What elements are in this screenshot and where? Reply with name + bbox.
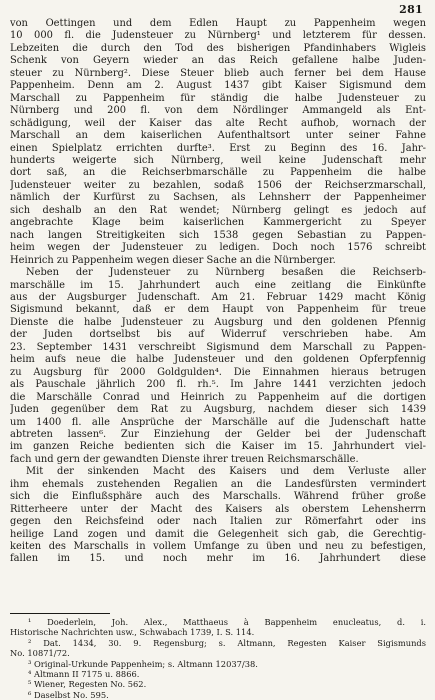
footnote-line: Historische Nachrichten usw., Schwabach 1739, I. S. 114. xyxy=(10,627,255,638)
footnote-line: ¹ Doederlein, Joh. Alex., Matthaeus à Bappenheim enucleatus, d. i. xyxy=(28,617,426,627)
body-line: dort saß, an die Reichserbmarschälle zu Pappenheim die halbe xyxy=(10,167,426,179)
body-line: als Pauschale jährlich 200 fl. rh.⁵. Im Jahre 1441 verzichten jedoch xyxy=(10,379,426,391)
footnote-5 xyxy=(10,679,426,689)
body-line: Sigismund bekannt, daß er dem Haupt von Pappenheim für treue xyxy=(10,304,426,316)
footnote-divider xyxy=(10,613,110,614)
footnote-4 xyxy=(10,669,426,679)
body-line: von Oettingen und dem Edlen Haupt zu Pappenheim wegen xyxy=(10,18,426,29)
body-line: heilige Land zogen und damit die Gelegenheit sich gab, die Gerechtig- xyxy=(10,528,426,540)
body-line: Ritterheere unter der Macht des Kaisers als oberstem Lehensherrn xyxy=(10,503,426,515)
body-line: fallen im 15. und noch mehr im 16. Jahrhundert diese xyxy=(10,553,426,565)
body-line: gegen den Reichsfeind oder nach Italien zur Römerfahrt oder ins xyxy=(10,516,426,528)
body-line: hunderts weigerte sich Nürnberg, weil keine Judenschaft mehr xyxy=(10,154,426,166)
body-line: Marschall an dem kaiserlichen Aufenthaltsort unter seiner Fahne xyxy=(10,130,426,142)
body-line: sich deshalb an den Rat wendet; Nürnberg gelingt es jedoch auf xyxy=(10,204,426,216)
body-line: schädigung, weil der Kaiser das alte Recht aufhob, wornach der xyxy=(10,117,426,129)
body-line: nach langen Streitigkeiten sich 1538 gegen Sebastian zu Pappen- xyxy=(10,229,426,241)
body-line: nämlich der Kurfürst zu Sachsen, als Lehnsherr der Pappenheimer xyxy=(10,192,426,204)
footnote-6 xyxy=(10,690,426,700)
body-line: 10 000 fl. die Judensteuer zu Nürnberg¹ und letzterem für dessen. xyxy=(10,30,426,42)
body-line: Heinrich zu Pappenheim wegen dieser Sache an die Nürnberger. xyxy=(10,254,336,266)
footnote-line: No. 10871/72. xyxy=(10,648,70,659)
body-line: Nürnberg und 200 fl. von dem Nördlinger Ammangeld als Ent- xyxy=(10,105,426,117)
body-line: Juden gegenüber dem Rat zu Augsburg, nachdem dieser sich 1439 xyxy=(10,404,426,416)
body-line: aus der Augsburger Judenschaft. Am 21. Februar 1429 macht König xyxy=(10,291,426,303)
body-line: ihm ehemals zustehenden Regalien an die Landesfürsten vermindert xyxy=(10,478,426,490)
footnote-1 xyxy=(10,617,426,638)
body-line: Dienste die halbe Judensteuer zu Augsburg und den goldenen Pfennig xyxy=(10,316,426,328)
body-line: Neben der Judensteuer zu Nürnberg besaßen die Reichserb- xyxy=(26,267,426,279)
body-line: Marschall zu Pappenheim für ständig die halbe Judensteuer zu xyxy=(10,92,426,104)
body-line: Schenk von Geyern wieder an das Reich gefallene halbe Juden- xyxy=(10,55,426,67)
footnote-3 xyxy=(10,659,426,669)
footnote-line: ⁴ Altmann II 7175 u. 8866. xyxy=(28,669,140,680)
body-line: heim wegen der Judensteuer zu ledigen. Doch noch 1576 schreibt xyxy=(10,242,426,254)
footnote-2 xyxy=(10,638,426,659)
body-line: 23. September 1431 verschreibt Sigismund dem Marschall zu Pappen- xyxy=(10,341,426,353)
body-line: um 1400 fl. alle Ansprüche der Marschälle auf die Judenschaft hatte xyxy=(10,416,426,428)
body-line: fach und gern der gewandten Dienste ihrer treuen Reichsmarschälle. xyxy=(10,453,359,465)
body-line: einen Spielplatz errichten durfte³. Erst zu Beginn des 16. Jahr- xyxy=(10,142,426,154)
footnote-line: ³ Original-Urkunde Pappenheim; s. Altmann 12037/38. xyxy=(28,658,258,669)
body-line: marschälle im 15. Jahrhundert auch eine zeitlang die Einkünfte xyxy=(10,279,426,291)
body-line: heim aufs neue die halbe Judensteuer und den goldenen Opferpfennig xyxy=(10,354,426,366)
body-line: Judensteuer weiter zu bezahlen, sodaß 1506 der Reichserzmarschall, xyxy=(10,179,426,191)
body-line: Lebzeiten die durch den Tod des bisherigen Pfandinhabers Wigleis xyxy=(10,42,426,54)
body-line: der Juden dortselbst bis auf Widerruf verschrieben habe. Am xyxy=(10,329,426,341)
footnote-line: ⁵ Wiener, Regesten No. 562. xyxy=(28,679,147,690)
body-line: Mit der sinkenden Macht des Kaisers und dem Verluste aller xyxy=(26,466,426,478)
body-line: im ganzen Reiche bedienten sich die Kaiser im 15. Jahrhundert viel- xyxy=(10,441,426,453)
body-text xyxy=(10,18,426,566)
body-line: die Marschälle Conrad und Heinrich zu Pappenheim auf die dortigen xyxy=(10,391,426,403)
body-line: steuer zu Nürnberg². Diese Steuer blieb auch ferner bei dem Hause xyxy=(10,67,426,79)
page-number: 281 xyxy=(399,3,423,16)
footnote-line: ² Dat. 1434, 30. 9. Regensburg; s. Altmann, Regesten Kaiser Sigismunds xyxy=(28,637,426,648)
body-line: Pappenheim. Denn am 2. August 1437 gibt Kaiser Sigismund dem xyxy=(10,80,426,92)
body-line: angebrachte Klage beim kaiserlichen Kammergericht zu Speyer xyxy=(10,217,426,229)
body-line: keiten des Marschalls in vollem Umfange zu üben und neu zu befestigen, xyxy=(10,541,426,553)
body-line: sich die Einflußsphäre auch des Marschalls. Während früher große xyxy=(10,491,426,503)
footnote-line: ⁶ Daselbst No. 595. xyxy=(28,689,109,700)
footnotes xyxy=(10,617,426,700)
body-line: abtreten lassen⁶. Zur Einziehung der Gelder bei der Judenschaft xyxy=(10,428,426,440)
body-line: zu Augsburg für 2000 Goldgulden⁴. Die Einnahmen hieraus betrugen xyxy=(10,366,426,378)
